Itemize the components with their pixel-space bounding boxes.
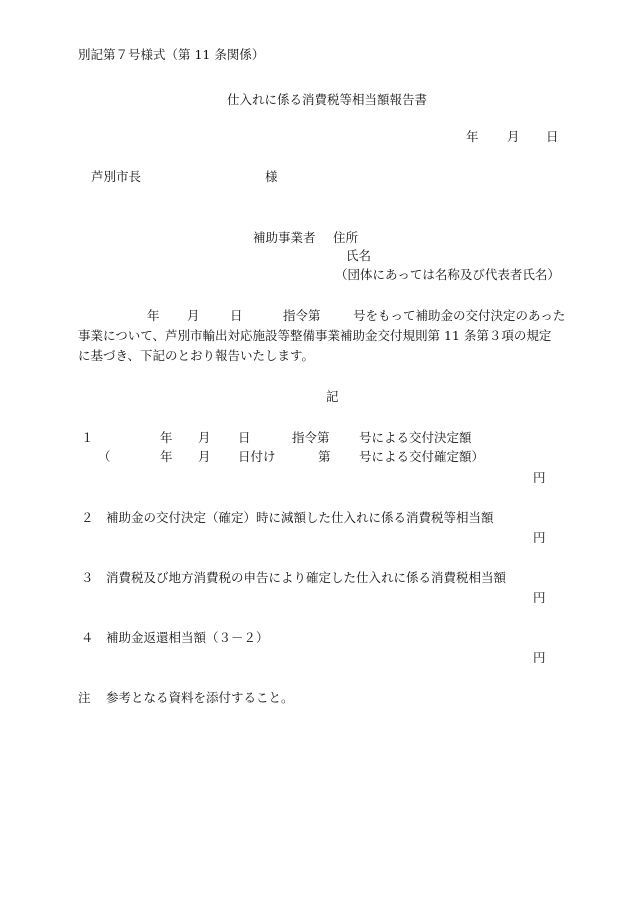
applicant-label: 補助事業者: [253, 230, 316, 245]
item-1-sub-text: 号による交付確定額）: [359, 449, 485, 464]
item-1-directive-label: 指令第: [292, 430, 330, 445]
item-number: ３: [81, 570, 94, 585]
applicant-name-label: 氏名: [346, 248, 372, 263]
body-month-label: 月: [187, 308, 200, 323]
item-number: １: [81, 430, 94, 445]
item-2-text: 補助金の交付決定（確定）時に減額した仕入れに係る消費税等相当額: [106, 510, 494, 525]
item-4-text: 補助金返還相当額（３－２）: [106, 630, 269, 645]
item-1-sub-year-label: 年: [160, 449, 173, 464]
applicant-note: （団体にあっては名称及び代表者氏名）: [335, 267, 560, 282]
date-day-label: 日: [546, 129, 559, 144]
item-1-sub-open-paren: （: [98, 449, 111, 464]
yen-unit: 円: [533, 650, 546, 665]
item-1-day-label: 日: [238, 430, 251, 445]
addressee-name: 芦別市長: [91, 169, 142, 184]
ki-heading: 記: [326, 389, 339, 404]
body-year-label: 年: [147, 308, 160, 323]
body-line2: 事業について、芦別市輸出対応施設等整備事業補助金交付規則第 11 条第３項の規定: [78, 328, 552, 343]
item-number: ２: [81, 510, 94, 525]
yen-unit: 円: [533, 470, 546, 485]
body-directive-label: 指令第: [283, 308, 321, 323]
yen-unit: 円: [533, 590, 546, 605]
item-1-sub-date-label: 日付け: [238, 449, 276, 464]
date-month-label: 月: [507, 129, 520, 144]
item-1-year-label: 年: [160, 430, 173, 445]
item-1-month-label: 月: [198, 430, 211, 445]
body-day-label: 日: [230, 308, 243, 323]
body-line3: に基づき、下記のとおり報告いたします。: [78, 348, 315, 363]
item-1-text: 号による交付決定額: [359, 430, 472, 445]
item-3-text: 消費税及び地方消費税の申告により確定した仕入れに係る消費税相当額: [106, 570, 507, 585]
form-title: 仕入れに係る消費税等相当額報告書: [227, 92, 428, 107]
item-1-sub-dai-label: 第: [318, 449, 331, 464]
yen-unit: 円: [533, 530, 546, 545]
item-1-sub-month-label: 月: [198, 449, 211, 464]
addressee-honorific: 様: [265, 169, 278, 184]
body-line1-rest: 号をもって補助金の交付決定のあった: [353, 308, 566, 323]
item-number: ４: [81, 630, 94, 645]
applicant-address-label: 住所: [333, 230, 359, 245]
footnote-label: 注: [78, 690, 91, 705]
form-number: 別記第７号様式（第 11 条関係）: [78, 47, 265, 62]
footnote-text: 参考となる資料を添付すること。: [106, 690, 294, 705]
date-year-label: 年: [466, 129, 479, 144]
